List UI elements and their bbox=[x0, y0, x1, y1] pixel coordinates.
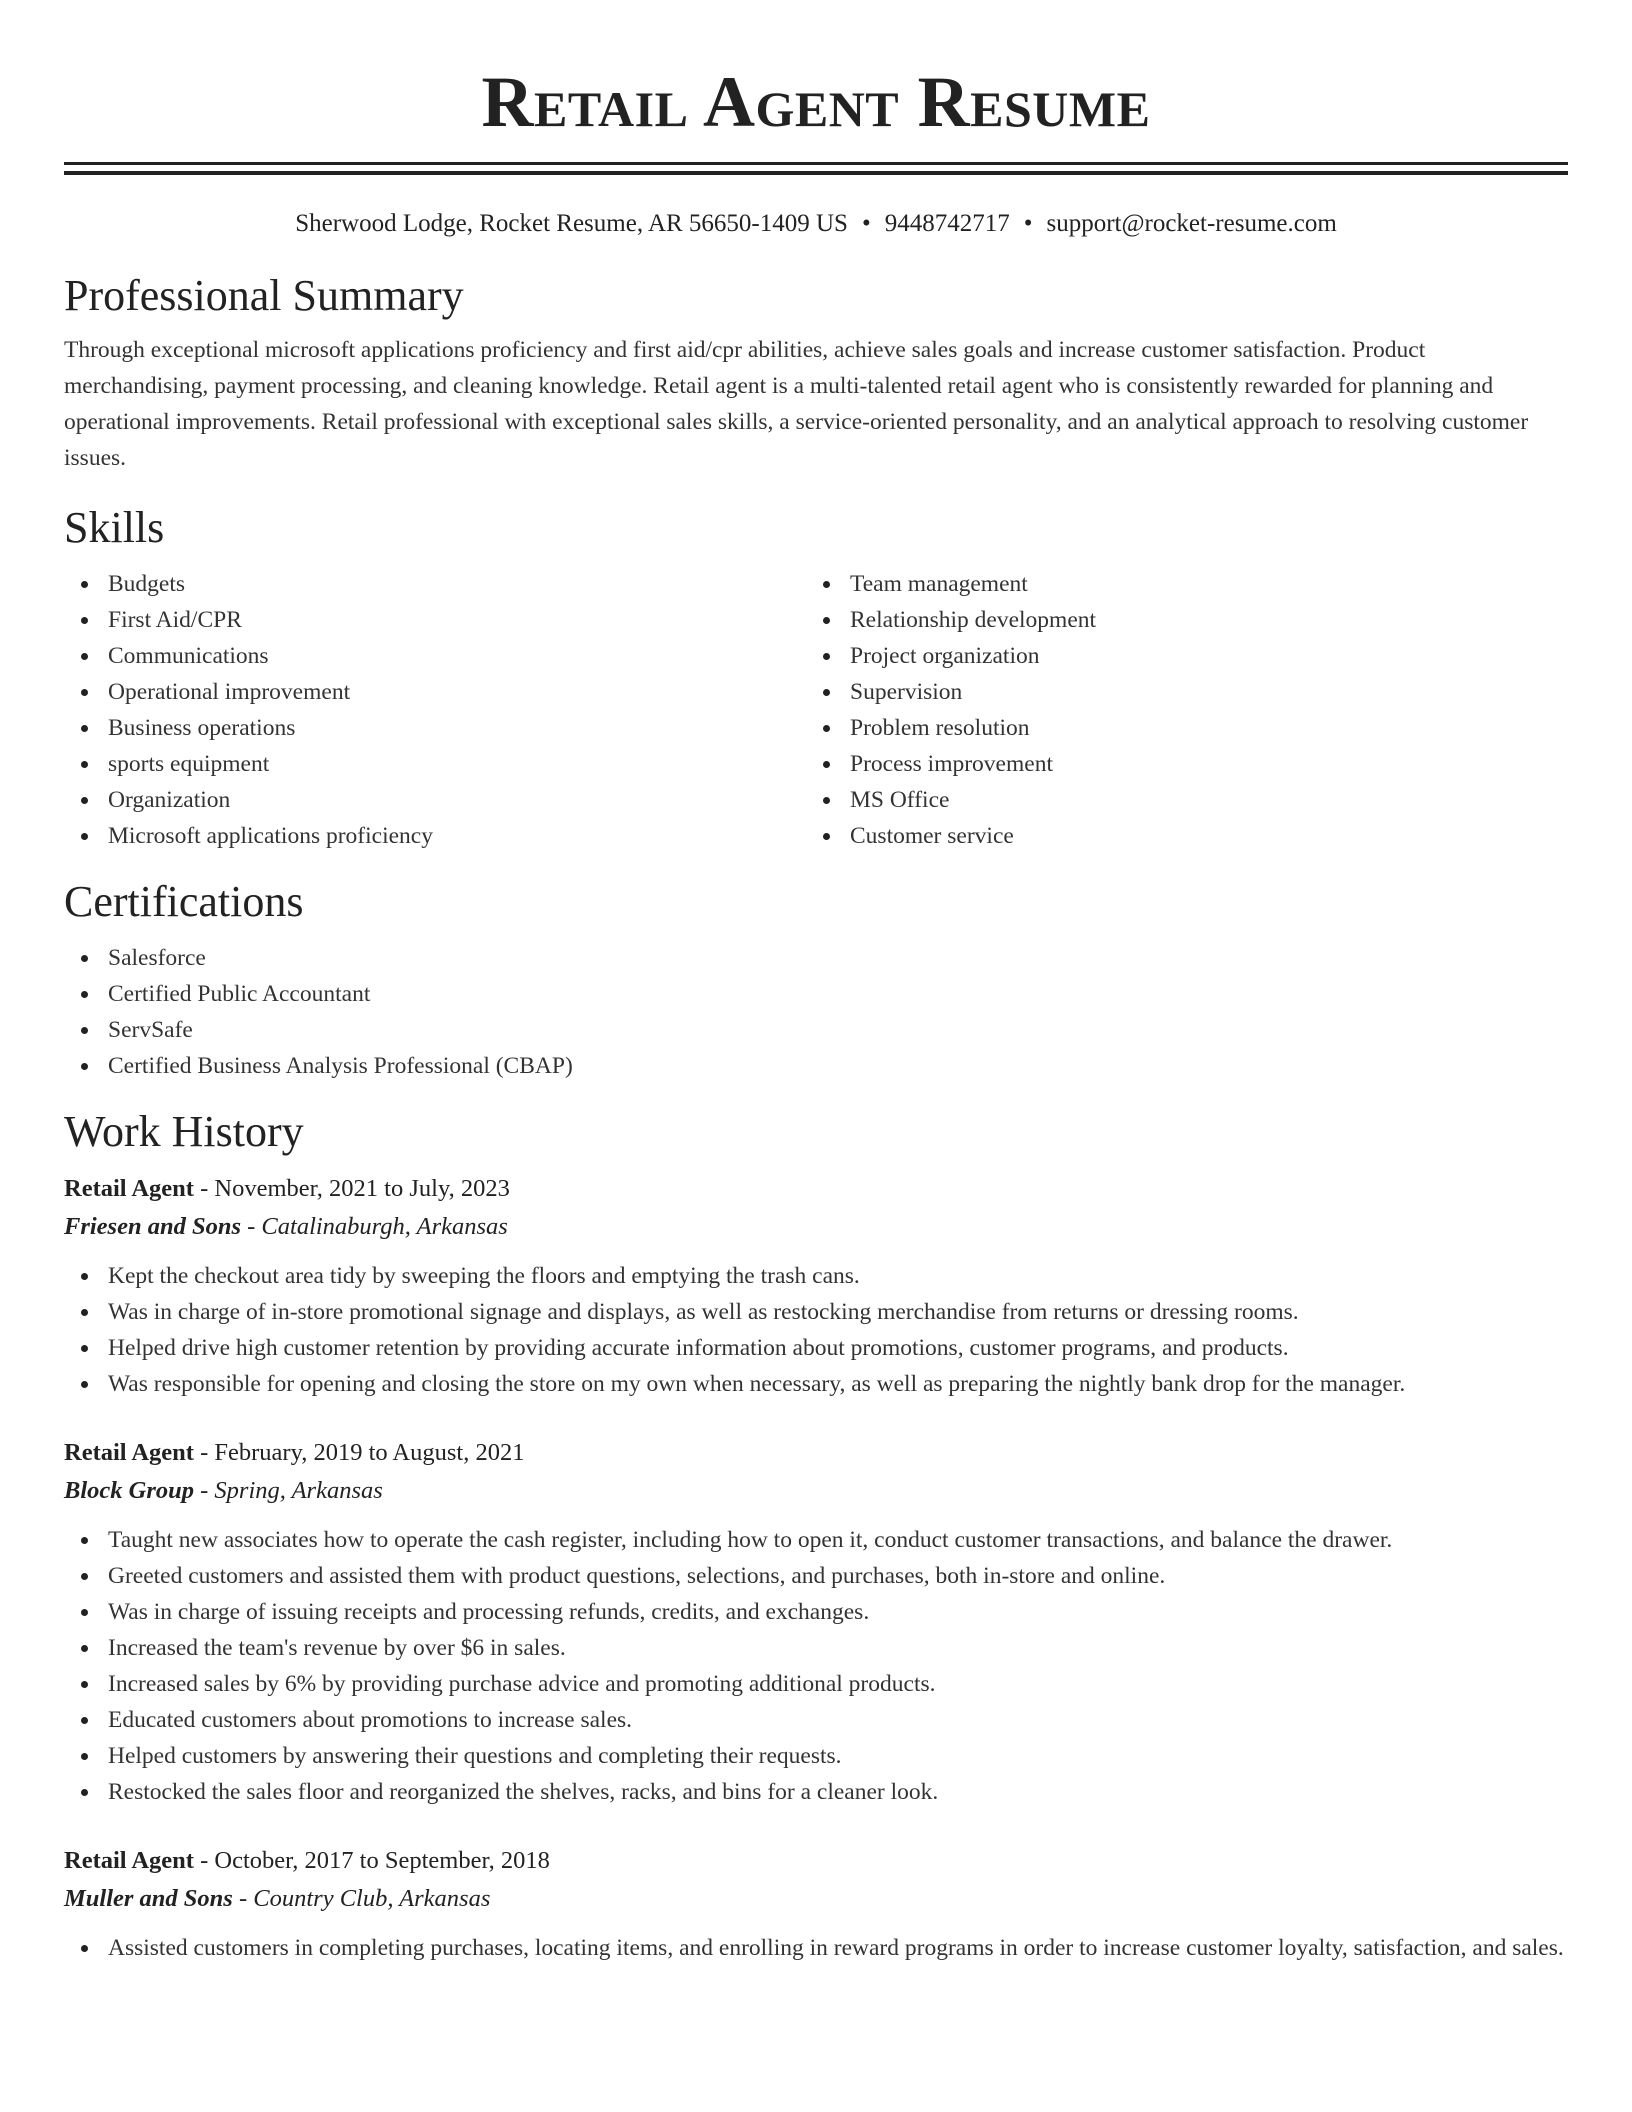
certifications-list bbox=[64, 940, 1568, 1084]
skills-section bbox=[64, 502, 1568, 854]
certifications-heading: Certifications bbox=[64, 877, 304, 926]
job-company-line bbox=[64, 1472, 1568, 1510]
skill-item: Supervision bbox=[806, 674, 1548, 710]
job-title-line bbox=[64, 1170, 1568, 1208]
job-bullet: Increased the team's revenue by over $6 in sales. bbox=[64, 1630, 1568, 1666]
job-bullets bbox=[64, 1258, 1568, 1402]
summary-section bbox=[64, 270, 1568, 476]
skills-list-right bbox=[806, 566, 1548, 854]
job-bullet: Greeted customers and assisted them with product questions, selections, and purchases, both in-store and online. bbox=[64, 1558, 1568, 1594]
contact-separator: • bbox=[861, 210, 871, 237]
job-company-line bbox=[64, 1880, 1568, 1918]
job-dates: - February, 2019 to August, 2021 bbox=[193, 1439, 525, 1466]
skill-item: Business operations bbox=[64, 710, 806, 746]
job-entry bbox=[64, 1842, 1568, 1966]
job-entry bbox=[64, 1170, 1568, 1402]
job-bullets bbox=[64, 1930, 1568, 1966]
resume-title: Retail Agent Resume bbox=[481, 62, 1151, 142]
job-bullet: Kept the checkout area tidy by sweeping the floors and emptying the trash cans. bbox=[64, 1258, 1568, 1294]
contact-separator: • bbox=[1023, 210, 1033, 237]
job-location: - Spring, Arkansas bbox=[194, 1477, 383, 1504]
contact-email: support@rocket-resume.com bbox=[1046, 210, 1337, 237]
skill-item: Customer service bbox=[806, 818, 1548, 854]
job-bullet: Helped customers by answering their questions and completing their requests. bbox=[64, 1738, 1568, 1774]
skill-item: First Aid/CPR bbox=[64, 602, 806, 638]
job-company: Muller and Sons bbox=[64, 1885, 233, 1912]
skills-list-left bbox=[64, 566, 806, 854]
job-company: Friesen and Sons bbox=[64, 1213, 242, 1240]
job-entry bbox=[64, 1434, 1568, 1810]
job-title: Retail Agent bbox=[64, 1847, 194, 1874]
job-bullet: Restocked the sales floor and reorganized the shelves, racks, and bins for a cleaner look. bbox=[64, 1774, 1568, 1810]
skill-item: Problem resolution bbox=[806, 710, 1548, 746]
job-bullets bbox=[64, 1522, 1568, 1810]
title-divider-top bbox=[64, 162, 1568, 165]
certification-item: Certified Public Accountant bbox=[64, 976, 1568, 1012]
job-bullet: Was responsible for opening and closing the store on my own when necessary, as well as preparing the nightly bank drop for the manager. bbox=[64, 1366, 1568, 1402]
job-bullet: Increased sales by 6% by providing purchase advice and promoting additional products. bbox=[64, 1666, 1568, 1702]
job-title: Retail Agent bbox=[64, 1439, 194, 1466]
job-bullet: Was in charge of in-store promotional signage and displays, as well as restocking merchandise from returns or dressing rooms. bbox=[64, 1294, 1568, 1330]
job-bullet: Was in charge of issuing receipts and processing refunds, credits, and exchanges. bbox=[64, 1594, 1568, 1630]
resume-page bbox=[64, 0, 1568, 1966]
job-location: - Country Club, Arkansas bbox=[232, 1885, 491, 1912]
certification-item: Salesforce bbox=[64, 940, 1568, 976]
skill-item: Team management bbox=[806, 566, 1548, 602]
job-title: Retail Agent bbox=[64, 1175, 194, 1202]
skill-item: Relationship development bbox=[806, 602, 1548, 638]
skills-heading: Skills bbox=[64, 503, 165, 552]
skills-columns bbox=[64, 566, 1568, 854]
job-bullet: Educated customers about promotions to increase sales. bbox=[64, 1702, 1568, 1738]
job-bullet: Assisted customers in completing purchases, locating items, and enrolling in reward programs in order to increase customer loyalty, satisfaction, and sales. bbox=[64, 1930, 1568, 1966]
skill-item: Microsoft applications proficiency bbox=[64, 818, 806, 854]
job-company: Block Group bbox=[64, 1477, 195, 1504]
skill-item: sports equipment bbox=[64, 746, 806, 782]
skill-item: Communications bbox=[64, 638, 806, 674]
certifications-section bbox=[64, 876, 1568, 1084]
job-company-line bbox=[64, 1208, 1568, 1246]
job-title-line bbox=[64, 1842, 1568, 1880]
skill-item: Budgets bbox=[64, 566, 806, 602]
contact-address: Sherwood Lodge, Rocket Resume, AR 56650-1409 US bbox=[295, 210, 848, 237]
job-dates: - October, 2017 to September, 2018 bbox=[193, 1847, 550, 1874]
certification-item: Certified Business Analysis Professional (CBAP) bbox=[64, 1048, 1568, 1084]
job-title-line bbox=[64, 1434, 1568, 1472]
job-bullet: Taught new associates how to operate the cash register, including how to open it, conduct customer transactions, and balance the drawer. bbox=[64, 1522, 1568, 1558]
job-dates: - November, 2021 to July, 2023 bbox=[193, 1175, 510, 1202]
summary-heading: Professional Summary bbox=[64, 271, 464, 320]
title-divider-bottom bbox=[64, 171, 1568, 175]
summary-text: Through exceptional microsoft applications proficiency and first aid/cpr abilities, achieve sales goals and increase customer satisfaction. Product merchandising, payment processing, and cleaning knowledge. Retail agent is a multi-talented retail agent who is consistently rewarded for planning and operational improvements. Retail professional with exceptional sales skills, a service-oriented personality, and an analytical approach to resolving customer issues. bbox=[64, 337, 1529, 471]
contact-phone: 9448742717 bbox=[884, 210, 1010, 237]
work-history-heading: Work History bbox=[64, 1107, 304, 1156]
job-bullet: Helped drive high customer retention by providing accurate information about promotions, customer programs, and products. bbox=[64, 1330, 1568, 1366]
work-history-section bbox=[64, 1106, 1568, 1966]
skill-item: MS Office bbox=[806, 782, 1548, 818]
contact-line bbox=[64, 208, 1568, 240]
skill-item: Process improvement bbox=[806, 746, 1548, 782]
skill-item: Operational improvement bbox=[64, 674, 806, 710]
skill-item: Organization bbox=[64, 782, 806, 818]
certification-item: ServSafe bbox=[64, 1012, 1568, 1048]
job-location: - Catalinaburgh, Arkansas bbox=[241, 1213, 508, 1240]
skill-item: Project organization bbox=[806, 638, 1548, 674]
